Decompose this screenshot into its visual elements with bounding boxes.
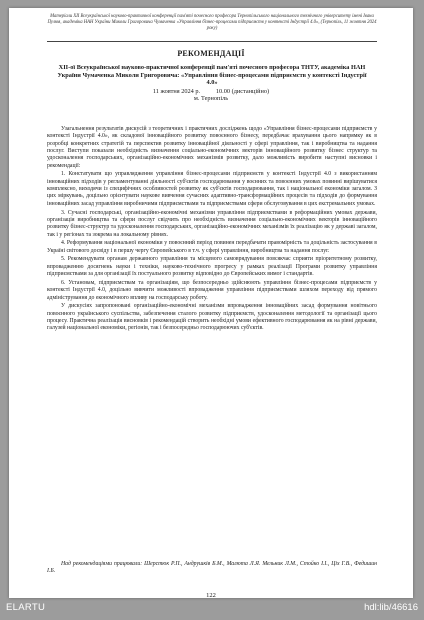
paragraph-conclusion: У дискусіях запропоновані організаційно-економічні механізми впровадження інноваційних засад формування новітнього повоєнного українського суспільства, забезпечення сталого розвитку підприємств, удосконалення методології та організації цього процесу. Практична реалізація висновків і рекомендацій створить необхідні умови ефективного господарювання як на рівні держави, галузей національної економіки, регіонів, так і безпосередньо господарюючих суб'єктів. [47,303,377,332]
paragraph-item-4: 4. Реформування національної економіки у повоєнний період повинен передбачати правомірність та доцільність застосування в Україні світового досвіду і в першу чергу Європейського в т.ч. у сфері управління, виробництва та надання послуг. [47,240,377,254]
conference-subtitle: XII-ої Всеукраїнської науково-практичної конференції пам'яті почесного професора ТНТУ, академіка НАН України Чумаченка Миколи Григоровича: «Управління бізнес-процесами підприємств у контексті Індустрії 4.0» [57,64,367,86]
recommendations-authors: Над рекомендаціями працювали: Шерстюк Р.П., Андрушків Б.М., Малюта Л.Я. Мельник Л.М., Стойко І.І., Ціх Г.В., Федишин І.Б. [47,561,377,575]
body-text [47,126,377,333]
page-number: 122 [206,592,216,598]
handle-label: hdl:lib/46616 [364,602,418,613]
header-rule [47,41,377,42]
running-header: Матеріали XII Всеукраїнської науково-практичної конференції пам'яті почесного професора Тернопільського національного технічного університету імені Івана Пулюя, академіка НАН України Миколи Григоровича Чумаченка «Управління бізнес-процесами підприємств у контексті Індустрії 4.0», (Тернопіль, 11 жовтня 2024 року) [47,14,377,31]
paragraph-item-1: 1. Констатувати що управлядження управління бізнес-процесами підприємств у контексті Індустрії 4.0 з використанням інноваційних підходів у регламентуванні діяльності суб'єктів господарювання у воєнних та повоєнних умовах повинні вирішуватися комплексно, виходячи із специфічних особливостей розвитку як суб'єктів господарювання, так і національної економіки загалом. З цих міркувань, доцільно орієнтувати наукове вивчення сучасних адаптивно-трансформаційних процесів та підходів до формування інноваційних засад управління виробничими підприємствами та підприємствами сфери обслуговування в цих екстремальних умовах. [47,171,377,207]
paragraph-intro: Узагальнення результатів дискусій з теоретичних і практичних досліджень щодо «Управління бізнес-процесами підприємств у контексті Індустрії 4.0», як складової інноваційного розвитку повоєнного бізнесу, передбачає врахування цього напрямку як в розробці конкретних стратегій та перспектив розвитку інноваційної діяльності у сфері управління, так і виробництва та надання послуг. Виступи показали необхідність визначення соціально-економічних векторів інноваційного розвитку бізнес структур та удосконалення господарських, організаційно-економічних механізмів розвитку, дало можливість виробити наступні висновки і рекомендації: [47,126,377,169]
paragraph-item-6: 6. Установам, підприємствам та організаціям, що безпосередньо здійснюють управління бізнес-процесами підприємств у контексті Індустрії 4.0, доцільно вивчити можливості впровадження управління підприємствами шляхом переходу від прямого адміністрування до економічного впливу на господарську роботу. [47,279,377,301]
repository-label: ELARTU [6,602,46,613]
date-time-line: 11 жовтня 2024 р. 10.00 (дистанційно) [152,88,270,95]
paragraph-item-3: 3. Сучасні господарські, організаційно-економічні механізми управління підприємствами в реформаційних умовах держави, організація виробництва та сфери послуг свідчить про необхідність визначення соціально-економічних векторів інноваційного розвитку бізнес-структур та удосконалення господарських, організаційно-економічних механізмів їх реалізацію як у державі загалом, так і у регіонах та зокрема на локальному рівнях. [47,209,377,238]
place-line: м. Тернопіль [193,95,229,102]
document-page [9,8,413,598]
document-title: РЕКОМЕНДАЦІЇ [177,49,245,58]
paragraph-item-5: 5. Рекомендувати органам державного управління та місцевого самоврядування повсякчас сприяти пріоритетному розвитку, впровадженню досягнень науки і техніки, науково-технічного прогресу у рамках реалізації Програми розвитку управління підприємствами за для організації їх постуального розвитку відповідно до Європейських вимог і стандартів. [47,256,377,278]
